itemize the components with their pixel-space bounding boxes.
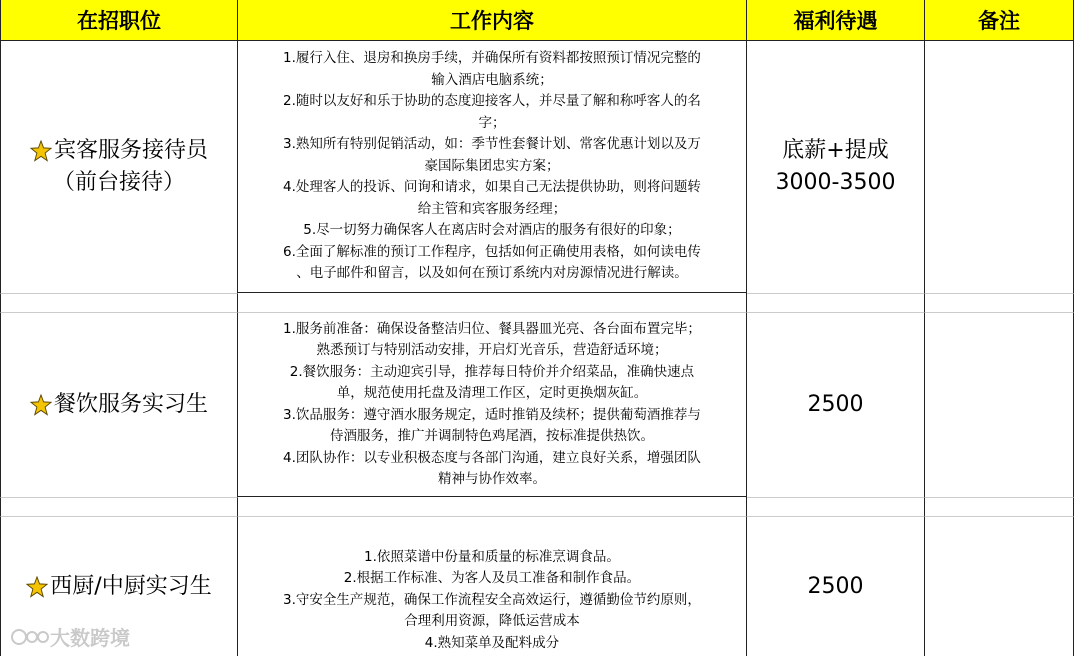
duty-line: 2.餐饮服务：主动迎宾引导，推荐每日特价并介绍菜品，准确快速点 — [289, 363, 695, 380]
row1-position — [0, 41, 238, 293]
duty-line: 输入酒店电脑系统； — [431, 71, 553, 88]
watermark-text: 大数跨境 — [50, 626, 130, 650]
row3-remarks — [925, 517, 1074, 656]
row2-welfare-line1: 2500 — [807, 392, 864, 417]
duty-line: 4.团队协作：以专业积极态度与各部门沟通，建立良好关系，增强团队 — [283, 449, 701, 466]
duty-line: 豪国际集团忠实方案； — [424, 157, 560, 174]
header-position — [0, 0, 238, 41]
row1-remarks — [925, 41, 1074, 293]
duty-line: 1.履行入住、退房和换房手续，并确保所有资料都按照预订情况完整的 — [283, 50, 701, 67]
row1-position-subtitle: （前台接待） — [52, 170, 185, 195]
spacer-cell — [747, 497, 925, 517]
duty-line: 3.守安全生产规范，确保工作流程安全高效运行，遵循勤俭节约原则， — [283, 591, 701, 608]
row1-welfare — [747, 41, 925, 293]
duty-line: 6.全面了解标准的预订工作程序，包括如何正确使用表格，如何读电传 — [283, 243, 701, 260]
duty-line: 字； — [478, 114, 506, 131]
spacer-cell — [0, 293, 238, 313]
header-welfare-label: 福利待遇 — [793, 9, 878, 33]
row1-welfare-line2: 3000-3500 — [775, 170, 896, 195]
duty-line: 合理利用资源，降低运营成本 — [404, 613, 580, 629]
row2-remarks — [925, 313, 1074, 497]
duty-line: 1.服务前准备：确保设备整洁归位、餐具器皿光亮、各台面布置完毕； — [283, 320, 701, 337]
duty-line: 单，规范使用托盘及清理工作区，定时更换烟灰缸。 — [336, 385, 648, 401]
spacer-cell — [238, 293, 747, 313]
header-content — [238, 0, 747, 41]
duty-line: 2.根据工作标准、为客人及员工准备和制作食品。 — [343, 570, 641, 586]
watermark — [10, 622, 130, 651]
duty-line: 1.依照菜谱中份量和质量的标准烹调食品。 — [364, 548, 620, 565]
duty-line: 3.熟知所有特别促销活动，如：季节性套餐计划、常客优惠计划以及万 — [283, 136, 701, 153]
duty-line: 精神与协作效率。 — [438, 471, 546, 487]
duty-line: 5.尽一切努力确保客人在离店时会对酒店的服务有很好的印象； — [303, 222, 681, 239]
row2-duties — [238, 313, 747, 497]
row3-duties — [238, 517, 747, 656]
row3-welfare-line1: 2500 — [807, 573, 864, 599]
watermark-logo-icon — [10, 626, 50, 648]
star-icon — [30, 140, 52, 162]
duty-line: 熟悉预订与特别活动安排，开启灯光音乐，营造舒适环境； — [316, 342, 668, 358]
row2-position — [0, 313, 238, 497]
spacer-cell — [925, 293, 1074, 313]
spacer-cell — [925, 497, 1074, 517]
spacer-cell — [0, 497, 238, 517]
duty-line: 4.熟知菜单及配料成分 — [424, 634, 560, 651]
duty-line: 给主管和宾客服务经理； — [417, 200, 567, 217]
spacer-cell — [747, 293, 925, 313]
row1-duties — [238, 41, 747, 293]
star-icon — [30, 394, 52, 416]
row2-welfare — [747, 313, 925, 497]
header-content-label: 工作内容 — [450, 9, 534, 33]
row3-welfare — [747, 517, 925, 656]
row1-welfare-line1: 底薪+提成 — [782, 138, 889, 163]
header-welfare — [747, 0, 925, 41]
duty-line: 、电子邮件和留言，以及如何在预订系统内对房源情况进行解读。 — [296, 265, 688, 282]
header-remarks-label: 备注 — [978, 9, 1020, 33]
duty-line: 3.饮品服务：遵守酒水服务规定，适时推销及续杯；提供葡萄酒推荐与 — [283, 406, 701, 423]
row3-position-title: 西厨/中厨实习生 — [50, 573, 212, 599]
duty-line: 4.处理客人的投诉、问询和请求，如果自己无法提供协助，则将问题转 — [283, 179, 701, 196]
spacer-cell — [238, 497, 747, 517]
row2-position-title: 餐饮服务实习生 — [53, 392, 208, 417]
header-position-label: 在招职位 — [77, 9, 161, 33]
duty-line: 2.随时以友好和乐于协助的态度迎接客人，并尽量了解和称呼客人的名 — [283, 93, 701, 110]
header-remarks — [925, 0, 1074, 41]
star-icon — [26, 576, 48, 598]
row1-position-title: 宾客服务接待员 — [53, 138, 208, 163]
duty-line: 侍酒服务，推广并调制特色鸡尾酒，按标准提供热饮。 — [330, 428, 654, 444]
